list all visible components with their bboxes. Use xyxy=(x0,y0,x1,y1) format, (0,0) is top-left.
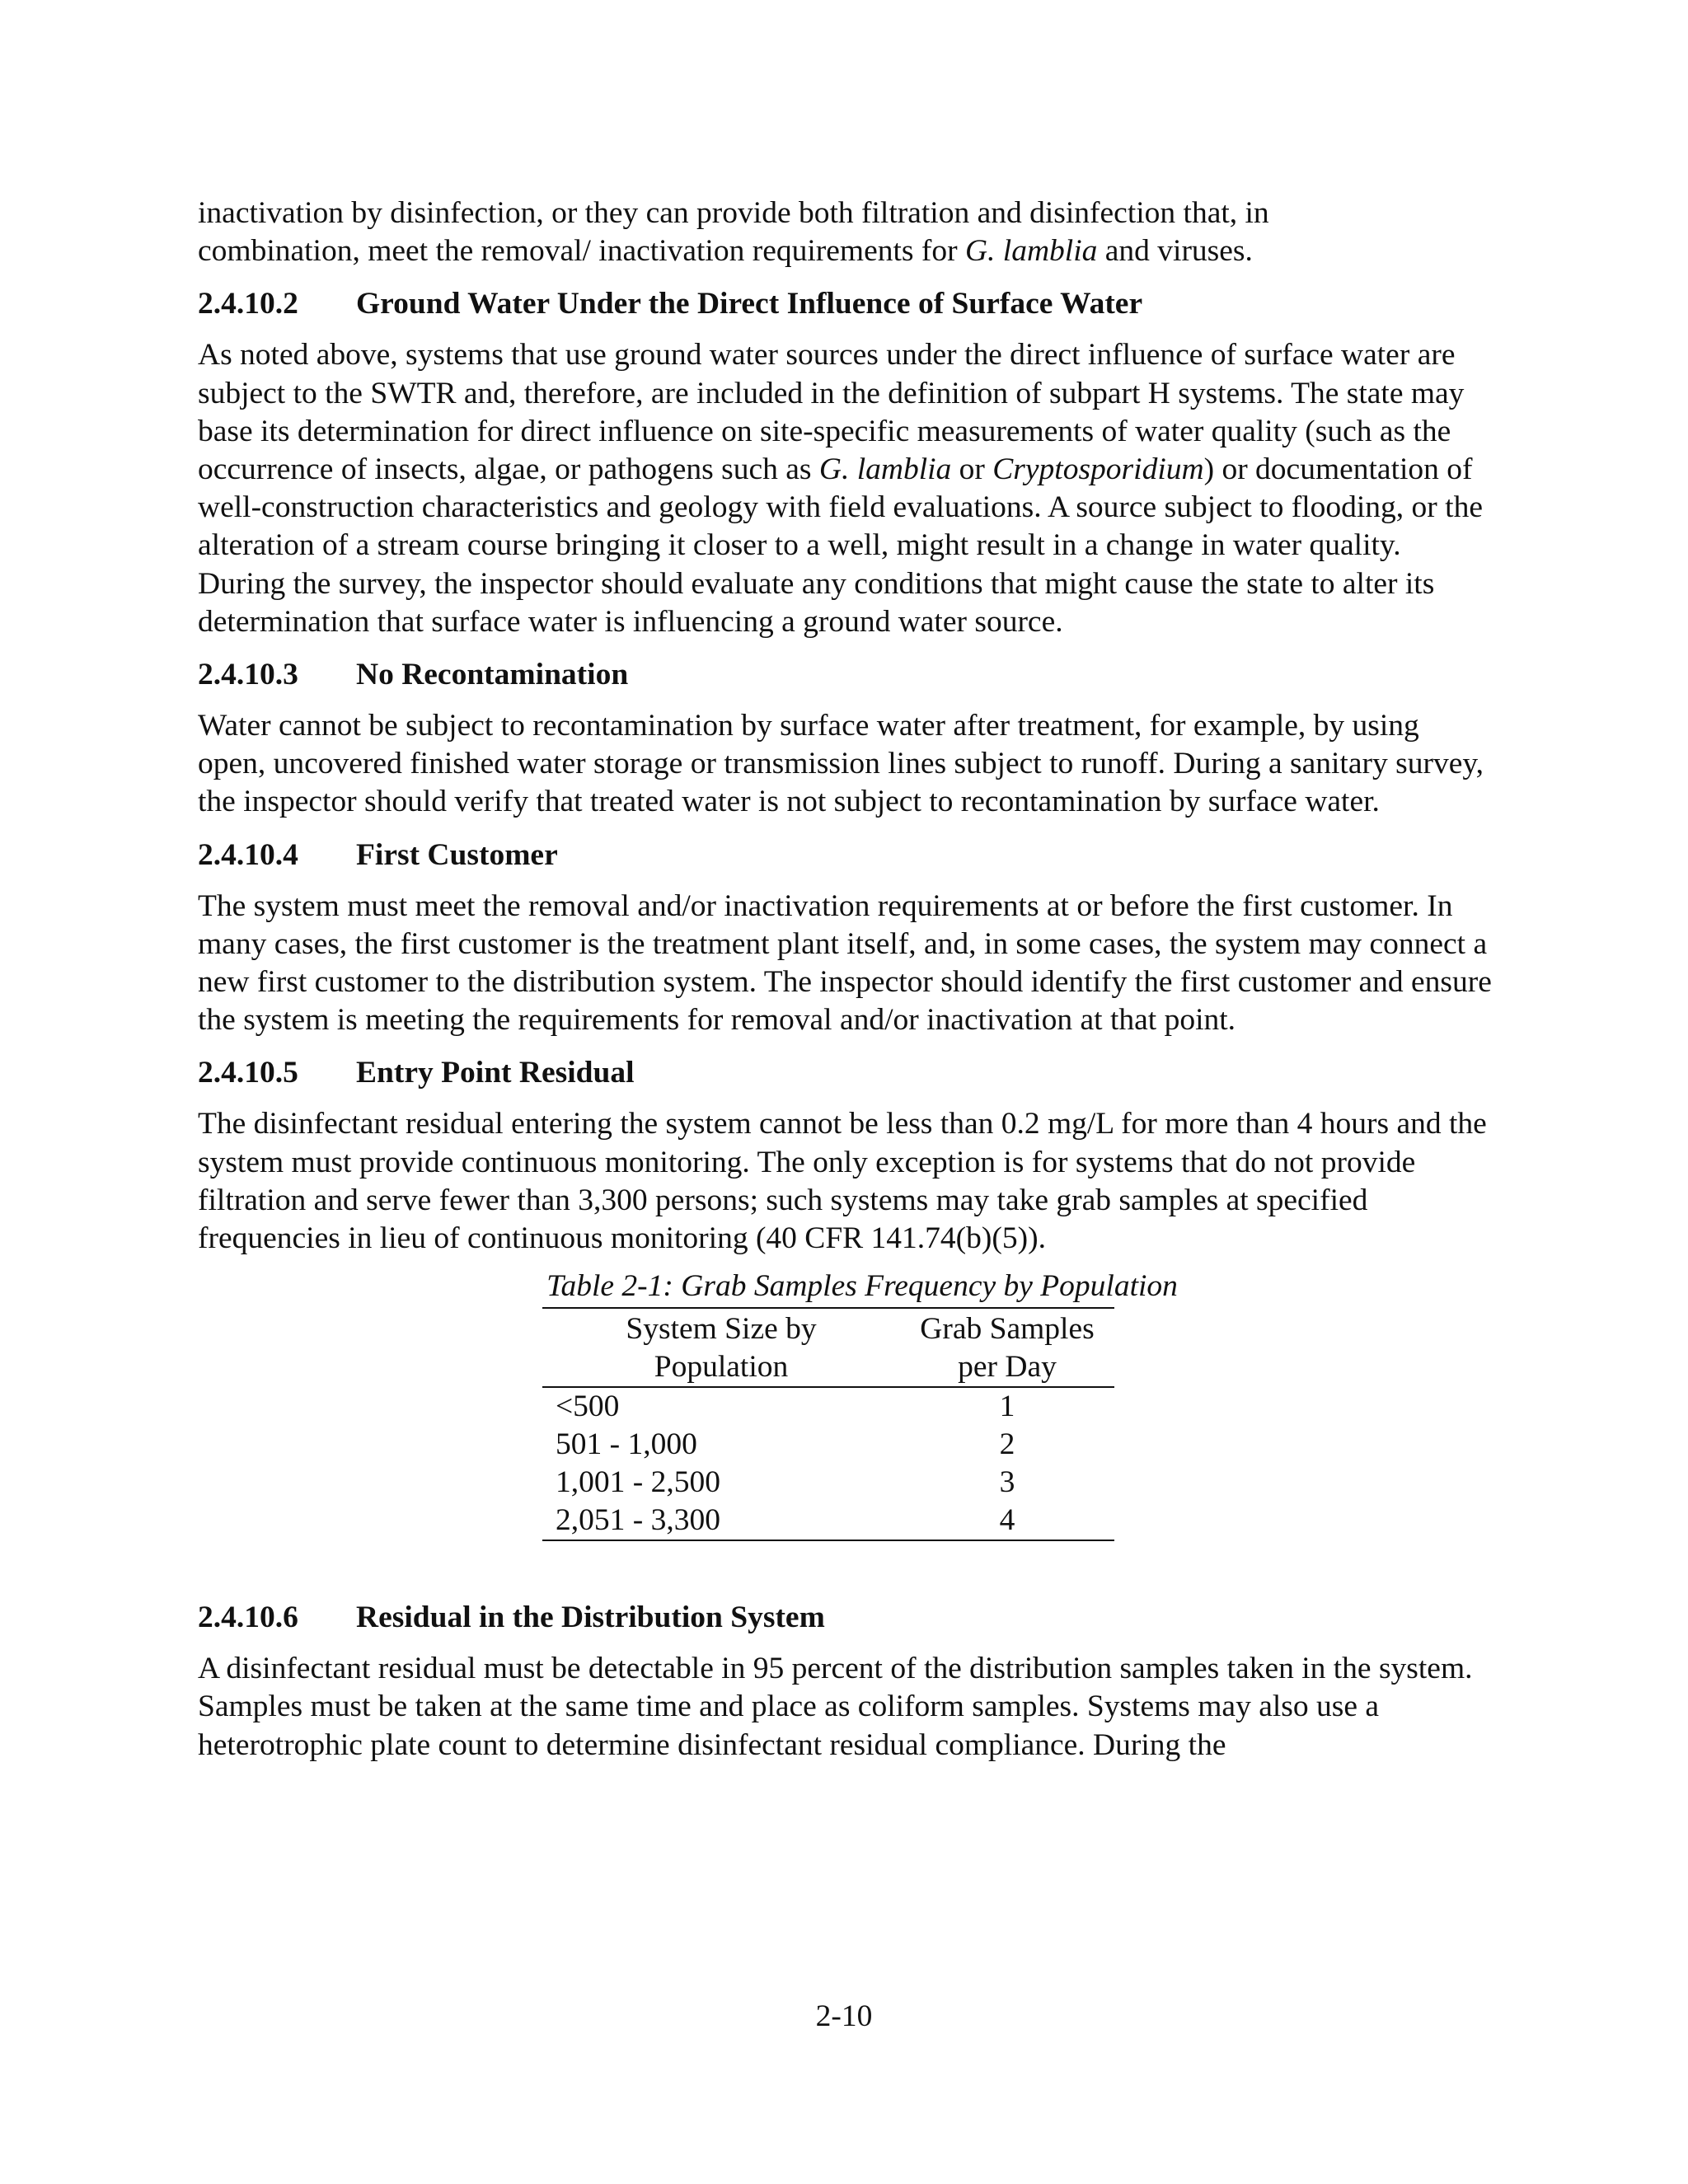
section-heading-2-4-10-5 xyxy=(198,1054,1492,1092)
section-title: First Customer xyxy=(356,837,558,872)
section-number: 2.4.10.6 xyxy=(198,1601,298,1635)
page-number: 2-10 xyxy=(815,1999,873,2033)
section-title: Residual in the Distribution System xyxy=(356,1601,825,1635)
table-row xyxy=(542,1464,1114,1502)
section-number: 2.4.10.2 xyxy=(198,287,298,321)
section-title: Entry Point Residual xyxy=(356,1056,635,1090)
table-cell: 2,051 - 3,300 xyxy=(542,1502,900,1540)
section-heading-2-4-10-2 xyxy=(198,285,1492,323)
table-block xyxy=(198,1268,1492,1541)
table-row xyxy=(542,1387,1114,1426)
table-cell: 2 xyxy=(999,1427,1015,1462)
table-cell: 4 xyxy=(900,1502,1114,1540)
table-cell: 501 - 1,000 xyxy=(556,1427,697,1462)
section-title: Ground Water Under the Direct Influence of Surface Water xyxy=(356,287,1143,321)
intro-paragraph: inactivation by disinfection, or they can provide both filtration and disinfection that, in combination, meet the removal/ inactivation requirements for G. lamblia and viruses. xyxy=(198,196,1269,269)
table-header-row xyxy=(542,1308,1114,1387)
table-cell: 1,001 - 2,500 xyxy=(556,1465,720,1500)
grab-samples-table xyxy=(542,1307,1114,1541)
section-title: No Recontamination xyxy=(356,658,629,692)
section-number: 2.4.10.5 xyxy=(198,1056,298,1090)
section-paragraph-2-4-10-2: As noted above, systems that use ground water sources under the direct influence of surface water are subject to the SWTR and, therefore, are included in the definition of subpart H systems. The state may base its determination for direct influence on site-specific measurements of water quality (such as the occurrence of insects, algae, or pathogens such as G. lamblia or Cryptosporidium) or documentation of well-construction characteristics and geology with field evaluations. A source subject to flooding, or the alteration of a stream course bringing it closer to a well, might result in a change in water quality. During the survey, the inspector should evaluate any conditions that might cause the state to alter its determination that surface water is influencing a ground water source. xyxy=(198,338,1483,639)
table-cell: 3 xyxy=(999,1465,1015,1500)
section-heading-2-4-10-4 xyxy=(198,837,1492,874)
section-paragraph-2-4-10-4: The system must meet the removal and/or inactivation requirements at or before the first customer. In many cases, the first customer is the treatment plant itself, and, in some cases, the system may connect a new first customer to the distribution system. The inspector should identify the first customer and ensure the system is meeting the requirements for removal and/or inactivation at that point. xyxy=(198,888,1492,1038)
table-row xyxy=(542,1502,1114,1540)
table-header-cell: System Size by Population xyxy=(542,1308,900,1387)
table-row xyxy=(542,1426,1114,1464)
table-header-cell: Grab Samples per Day xyxy=(900,1308,1114,1387)
section-paragraph-2-4-10-5: The disinfectant residual entering the system cannot be less than 0.2 mg/L for more than 4 hours and the system must provide continuous monitoring. The only exception is for systems that do not provide filtration and serve fewer than 3,300 persons; such systems may take grab samples at specified frequencies in lieu of continuous monitoring (40 CFR 141.74(b)(5)). xyxy=(198,1107,1487,1256)
section-heading-2-4-10-3 xyxy=(198,656,1492,694)
table-caption: Table 2-1: Grab Samples Frequency by Population xyxy=(546,1269,1178,1304)
section-paragraph-2-4-10-3: Water cannot be subject to recontamination by surface water after treatment, for example, by using open, uncovered finished water storage or transmission lines subject to runoff. During a sanitary survey, the inspector should verify that treated water is not subject to recontamination by surface water. xyxy=(198,709,1484,819)
spacer xyxy=(198,1541,1492,1584)
table-cell: 1 xyxy=(999,1390,1015,1424)
section-heading-2-4-10-6 xyxy=(198,1599,1492,1637)
section-number: 2.4.10.3 xyxy=(198,658,298,692)
section-paragraph-2-4-10-6: A disinfectant residual must be detectable in 95 percent of the distribution samples taken in the system. Samples must be taken at the same time and place as coliform samples. Systems may also use a heterotrophic plate count to determine disinfectant residual compliance. During the xyxy=(198,1652,1473,1762)
section-number: 2.4.10.4 xyxy=(198,837,298,872)
document-page xyxy=(198,194,1492,1765)
table-cell: <500 xyxy=(556,1390,620,1424)
